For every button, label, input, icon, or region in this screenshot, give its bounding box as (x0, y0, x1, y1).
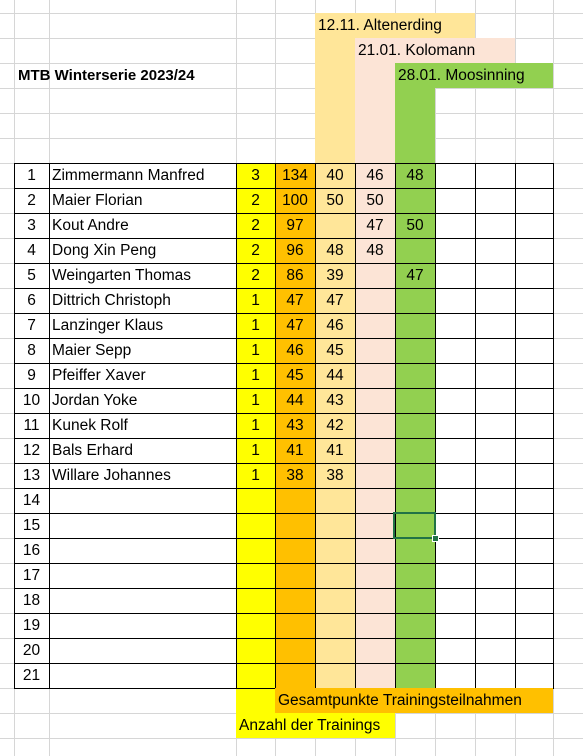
table-border-h (14, 363, 554, 364)
total-cell[interactable]: 100 (282, 192, 308, 209)
trainings-cell[interactable] (236, 613, 275, 638)
trainings-cell[interactable]: 2 (251, 192, 260, 209)
table-border-h (14, 463, 554, 464)
table-border-h (14, 438, 554, 439)
trainings-cell[interactable] (236, 513, 275, 538)
race2-cell[interactable] (355, 363, 395, 388)
table-row (0, 263, 583, 288)
name-cell[interactable] (52, 588, 236, 613)
trainings-cell[interactable] (236, 488, 275, 513)
total-cell[interactable] (275, 563, 315, 588)
total-cell[interactable]: 44 (286, 392, 304, 409)
total-cell[interactable]: 97 (286, 217, 304, 234)
table-border-v (236, 163, 237, 688)
total-cell[interactable]: 96 (286, 242, 304, 259)
table-row (0, 238, 583, 263)
table-border-h (14, 413, 554, 414)
selected-cell[interactable] (393, 512, 436, 539)
table-border-h (14, 238, 554, 239)
rank-cell[interactable]: 3 (27, 217, 36, 234)
name-cell[interactable] (52, 638, 236, 663)
total-cell[interactable]: 134 (282, 167, 308, 184)
trainings-cell[interactable]: 2 (251, 217, 260, 234)
race1-cell[interactable]: 50 (326, 192, 344, 209)
table-border-h (14, 313, 554, 314)
rank-cell[interactable]: 6 (27, 292, 36, 309)
race1-cell[interactable]: 45 (326, 342, 344, 359)
name-cell[interactable]: Maier Florian (52, 192, 143, 209)
table-row (0, 438, 583, 463)
table-border-h (14, 538, 554, 539)
race2-cell[interactable] (355, 563, 395, 588)
race1-cell[interactable] (315, 613, 355, 638)
race2-cell[interactable] (355, 538, 395, 563)
rank-cell[interactable]: 10 (22, 392, 41, 409)
total-cell[interactable]: 47 (286, 317, 304, 334)
race1-cell[interactable] (315, 663, 355, 688)
table-border-v (355, 163, 356, 688)
race3-cell[interactable] (395, 313, 435, 338)
trainings-cell[interactable]: 1 (251, 392, 260, 409)
name-cell[interactable]: Kunek Rolf (52, 417, 128, 434)
race2-cell[interactable] (355, 638, 395, 663)
rank-cell[interactable]: 15 (22, 517, 41, 534)
race3-cell[interactable] (395, 413, 435, 438)
name-cell[interactable] (52, 663, 236, 688)
total-cell[interactable] (275, 613, 315, 638)
rank-cell[interactable]: 8 (27, 342, 36, 359)
race2-cell[interactable] (355, 263, 395, 288)
race-header-1[interactable]: 12.11. Altenerding (318, 17, 442, 34)
table-row (0, 588, 583, 613)
name-cell[interactable]: Willare Johannes (52, 467, 171, 484)
race1-cell[interactable] (315, 588, 355, 613)
race2-cell[interactable] (355, 663, 395, 688)
table-row (0, 538, 583, 563)
gridline-row (0, 113, 583, 114)
rank-cell[interactable]: 7 (27, 317, 36, 334)
name-cell[interactable]: Dittrich Christoph (52, 292, 171, 309)
race2-cell[interactable]: 48 (366, 242, 384, 259)
trainings-cell[interactable]: 1 (251, 292, 260, 309)
table-border-h (14, 513, 554, 514)
gridline-row (0, 138, 583, 139)
race1-cell[interactable]: 47 (326, 292, 344, 309)
race3-cell[interactable]: 47 (406, 267, 424, 284)
trainings-cell[interactable]: 1 (251, 317, 260, 334)
table-border-h (14, 663, 554, 664)
rank-cell[interactable]: 16 (22, 542, 41, 559)
rank-cell[interactable]: 12 (22, 442, 41, 459)
table-border-h (14, 338, 554, 339)
table-border-v (49, 163, 50, 688)
table-row (0, 313, 583, 338)
race2-cell[interactable] (355, 513, 395, 538)
rank-cell[interactable]: 5 (27, 267, 36, 284)
race1-cell[interactable]: 43 (326, 392, 344, 409)
race2-cell[interactable] (355, 338, 395, 363)
race-header-2[interactable]: 21.01. Kolomann (358, 42, 476, 59)
table-border-v (435, 163, 436, 688)
race1-cell[interactable] (315, 213, 355, 238)
rank-cell[interactable]: 18 (22, 592, 41, 609)
race3-cell[interactable] (395, 338, 435, 363)
name-cell[interactable] (52, 488, 236, 513)
rank-cell[interactable]: 2 (27, 192, 36, 209)
rank-cell[interactable]: 20 (22, 642, 41, 659)
race3-cell[interactable] (395, 363, 435, 388)
race1-cell[interactable]: 46 (326, 317, 344, 334)
name-cell[interactable]: Zimmermann Manfred (52, 167, 205, 184)
total-cell[interactable] (275, 488, 315, 513)
race3-cell[interactable] (395, 488, 435, 513)
table-row (0, 638, 583, 663)
table-border-h (14, 638, 554, 639)
race1-cell[interactable] (315, 488, 355, 513)
legend-trainings-label[interactable]: Anzahl der Trainings (239, 717, 381, 734)
trainings-cell[interactable]: 1 (251, 417, 260, 434)
total-cell[interactable]: 38 (286, 467, 304, 484)
name-cell[interactable]: Maier Sepp (52, 342, 132, 359)
rank-cell[interactable]: 9 (27, 367, 36, 384)
name-cell[interactable]: Weingarten Thomas (52, 267, 192, 284)
race1-cell[interactable]: 40 (326, 167, 344, 184)
table-row (0, 188, 583, 213)
rank-cell[interactable]: 13 (22, 467, 41, 484)
name-cell[interactable]: Kout Andre (52, 217, 129, 234)
table-border-v (395, 163, 396, 688)
race2-cell[interactable]: 47 (366, 217, 384, 234)
table-border-h (14, 588, 554, 589)
total-cell[interactable]: 46 (286, 342, 304, 359)
race3-cell[interactable] (395, 388, 435, 413)
sheet-title[interactable]: MTB Winterserie 2023/24 (18, 67, 195, 84)
trainings-cell[interactable] (236, 538, 275, 563)
total-cell[interactable] (275, 588, 315, 613)
fill-handle[interactable] (432, 535, 439, 542)
race1-cell[interactable]: 42 (326, 417, 344, 434)
race3-cell[interactable] (395, 563, 435, 588)
table-border-v (315, 163, 316, 688)
table-border-v (275, 163, 276, 688)
race2-cell[interactable] (355, 488, 395, 513)
trainings-cell[interactable]: 1 (251, 467, 260, 484)
table-row (0, 288, 583, 313)
race3-cell[interactable] (395, 588, 435, 613)
race2-cell[interactable] (355, 413, 395, 438)
name-cell[interactable]: Bals Erhard (52, 442, 133, 459)
name-cell[interactable] (52, 513, 236, 538)
rank-cell[interactable]: 19 (22, 617, 41, 634)
race3-cell[interactable] (395, 613, 435, 638)
table-row (0, 363, 583, 388)
table-border-v (14, 163, 15, 688)
table-border-h (14, 388, 554, 389)
table-row (0, 338, 583, 363)
rank-cell[interactable]: 17 (22, 567, 41, 584)
trainings-cell[interactable]: 1 (251, 367, 260, 384)
table-border-h (14, 288, 554, 289)
table-row (0, 613, 583, 638)
race3-cell[interactable] (395, 238, 435, 263)
rank-cell[interactable]: 1 (27, 167, 36, 184)
gridline-row (0, 738, 583, 739)
trainings-cell[interactable]: 1 (251, 342, 260, 359)
table-border-v (553, 163, 554, 688)
race1-cell[interactable]: 38 (326, 467, 344, 484)
table-row (0, 663, 583, 688)
trainings-cell[interactable] (236, 663, 275, 688)
total-cell[interactable]: 45 (286, 367, 304, 384)
name-cell[interactable]: Pfeiffer Xaver (52, 367, 146, 384)
table-row (0, 513, 583, 538)
rank-cell[interactable]: 4 (27, 242, 36, 259)
total-cell[interactable]: 47 (286, 292, 304, 309)
table-row (0, 488, 583, 513)
total-cell[interactable] (275, 513, 315, 538)
rank-cell[interactable]: 21 (22, 667, 41, 684)
table-row (0, 563, 583, 588)
gridline-row (0, 13, 583, 14)
name-cell[interactable]: Jordan Yoke (52, 392, 138, 409)
table-border-h (14, 163, 554, 164)
race3-cell[interactable] (395, 463, 435, 488)
table-border-h (14, 188, 554, 189)
race3-cell[interactable] (395, 538, 435, 563)
table-border-h (14, 613, 554, 614)
table-row (0, 463, 583, 488)
trainings-cell[interactable]: 3 (251, 167, 260, 184)
total-cell[interactable] (275, 538, 315, 563)
total-cell[interactable] (275, 663, 315, 688)
trainings-cell[interactable] (236, 588, 275, 613)
race3-cell[interactable] (395, 638, 435, 663)
race3-cell[interactable] (395, 288, 435, 313)
table-row (0, 413, 583, 438)
rank-cell[interactable]: 11 (23, 417, 40, 434)
table-border-h (14, 213, 554, 214)
table-border-h (14, 263, 554, 264)
trainings-cell[interactable]: 2 (251, 267, 260, 284)
name-cell[interactable]: Lanzinger Klaus (52, 317, 164, 334)
legend-total-label[interactable]: Gesamtpunkte Trainingsteilnahmen (278, 692, 522, 709)
table-border-h (14, 488, 554, 489)
name-cell[interactable] (52, 538, 236, 563)
race2-cell[interactable]: 46 (366, 167, 384, 184)
name-cell[interactable] (52, 613, 236, 638)
race3-cell[interactable] (395, 188, 435, 213)
table-border-v (475, 163, 476, 688)
race1-cell[interactable]: 44 (326, 367, 344, 384)
race3-cell[interactable] (395, 438, 435, 463)
race3-cell[interactable] (395, 663, 435, 688)
race1-cell[interactable] (315, 638, 355, 663)
table-row (0, 163, 583, 188)
total-cell[interactable] (275, 638, 315, 663)
race1-cell[interactable] (315, 563, 355, 588)
race2-cell[interactable] (355, 588, 395, 613)
race3-cell[interactable]: 50 (406, 217, 424, 234)
name-cell[interactable]: Dong Xin Peng (52, 242, 157, 259)
gridline-row (0, 88, 583, 89)
race2-cell[interactable] (355, 438, 395, 463)
trainings-cell[interactable]: 2 (251, 242, 260, 259)
race1-cell[interactable]: 39 (326, 267, 344, 284)
trainings-cell[interactable] (236, 563, 275, 588)
race1-cell[interactable] (315, 513, 355, 538)
race2-cell[interactable] (355, 288, 395, 313)
race2-cell[interactable] (355, 463, 395, 488)
table-row (0, 388, 583, 413)
trainings-cell[interactable]: 1 (251, 442, 260, 459)
race2-cell[interactable]: 50 (366, 192, 384, 209)
rank-cell[interactable]: 14 (22, 492, 41, 509)
total-cell[interactable]: 86 (286, 267, 304, 284)
total-cell[interactable]: 41 (286, 442, 304, 459)
trainings-cell[interactable] (236, 638, 275, 663)
race-header-3[interactable]: 28.01. Moosinning (398, 67, 525, 84)
race1-cell[interactable]: 41 (326, 442, 344, 459)
table-row (0, 213, 583, 238)
total-cell[interactable]: 43 (286, 417, 304, 434)
race1-cell[interactable] (315, 538, 355, 563)
race3-cell[interactable]: 48 (406, 167, 424, 184)
table-border-h (14, 563, 554, 564)
race2-cell[interactable] (355, 313, 395, 338)
name-cell[interactable] (52, 563, 236, 588)
race2-cell[interactable] (355, 388, 395, 413)
race2-cell[interactable] (355, 613, 395, 638)
table-border-v (515, 163, 516, 688)
race1-cell[interactable]: 48 (326, 242, 344, 259)
